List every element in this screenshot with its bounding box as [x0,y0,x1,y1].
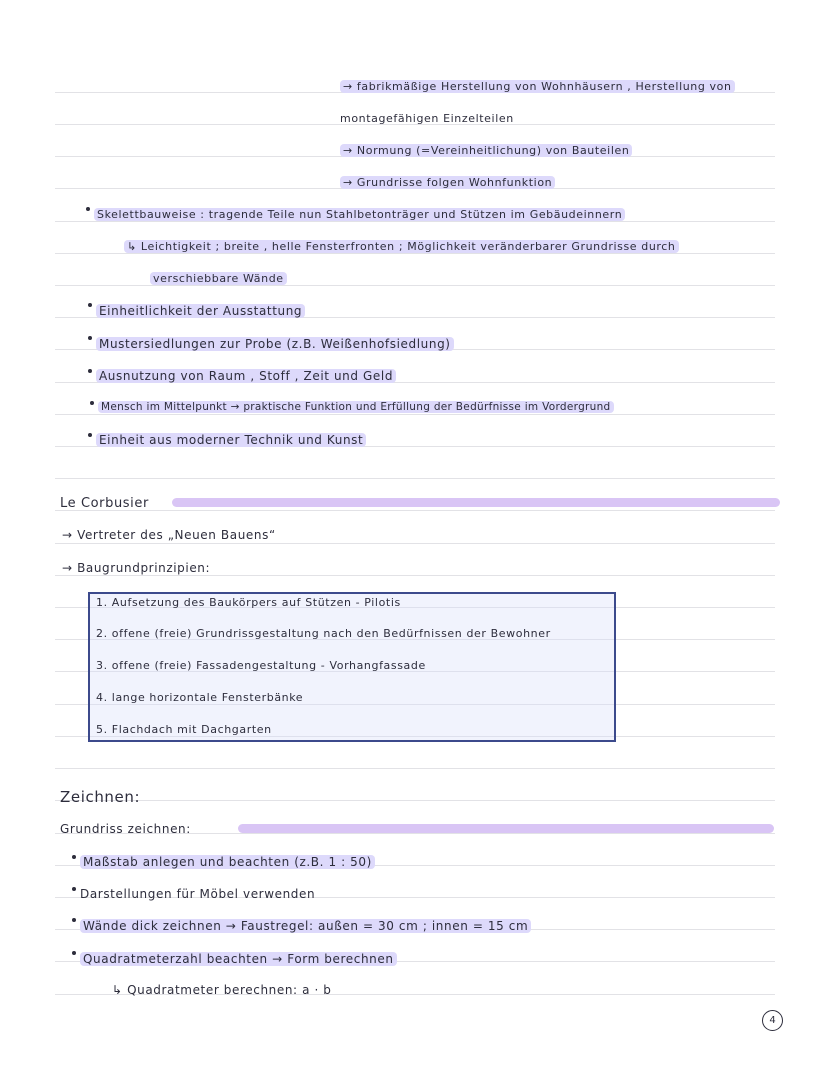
bullet-dot [88,369,92,373]
note-baugrundprinzipien: → Baugrundprinzipien: [62,561,211,575]
subheading-highlight-bar [238,824,774,833]
bullet-dot [72,951,76,955]
bullet-dot [90,401,94,405]
bullet-dot [72,918,76,922]
bullet-dot [86,207,90,211]
bullet-dot [88,336,92,340]
bullet-dot [88,303,92,307]
zeichnen-item: Quadratmeterzahl beachten → Form berechnen [80,952,397,966]
note-line-normung: → Normung (=Vereinheitlichung) von Bauteilen [340,144,632,157]
principle-item: 3. offene (freie) Fassadengestaltung - Vorhangfassade [96,659,426,672]
note-bullet: Einheitlichkeit der Ausstattung [96,304,305,318]
note-bullet: Mensch im Mittelpunkt → praktische Funktion und Erfüllung der Bedürfnisse im Vordergrund [98,401,614,413]
section-title-zeichnen: Zeichnen: [60,788,141,806]
principle-item: 1. Aufsetzung des Baukörpers auf Stützen - Pilotis [96,596,401,609]
zeichnen-item: Maßstab anlegen und beachten (z.B. 1 : 50) [80,855,375,869]
note-verschiebbare: verschiebbare Wände [150,272,287,285]
subheading-grundriss: Grundriss zeichnen: [60,822,191,836]
note-bullet: Einheit aus moderner Technik und Kunst [96,433,366,447]
bullet-dot [72,855,76,859]
zeichnen-item: Wände dick zeichnen → Faustregel: außen = 30 cm ; innen = 15 cm [80,919,531,933]
note-leichtigkeit: ↳ Leichtigkeit ; breite , helle Fensterfronten ; Möglichkeit veränderbarer Grundrisse durch [124,240,679,253]
note-bullet: Mustersiedlungen zur Probe (z.B. Weißenhofsiedlung) [96,337,454,351]
bullet-dot [72,887,76,891]
zeichnen-subitem: ↳ Quadratmeter berechnen: a · b [112,983,332,997]
note-line-montage: montagefähigen Einzelteilen [340,112,514,125]
note-skelettbauweise: Skelettbauweise : tragende Teile nun Stahlbetonträger und Stützen im Gebäudeinnern [94,208,625,221]
note-line-fabrik: → fabrikmäßige Herstellung von Wohnhäusern , Herstellung von [340,80,735,93]
note-line-grundrisse: → Grundrisse folgen Wohnfunktion [340,176,555,189]
zeichnen-item: Darstellungen für Möbel verwenden [80,887,316,901]
section-heading-corbusier: Le Corbusier [60,496,149,511]
heading-highlight-bar [172,498,780,507]
note-bullet: Ausnutzung von Raum , Stoff , Zeit und Geld [96,369,396,383]
principle-item: 4. lange horizontale Fensterbänke [96,691,304,704]
bullet-dot [88,433,92,437]
page-number: 4 [762,1010,783,1031]
principle-item: 2. offene (freie) Grundrissgestaltung nach den Bedürfnissen der Bewohner [96,627,551,640]
note-vertreter: → Vertreter des „Neuen Bauens“ [62,528,276,542]
principle-item: 5. Flachdach mit Dachgarten [96,723,272,736]
